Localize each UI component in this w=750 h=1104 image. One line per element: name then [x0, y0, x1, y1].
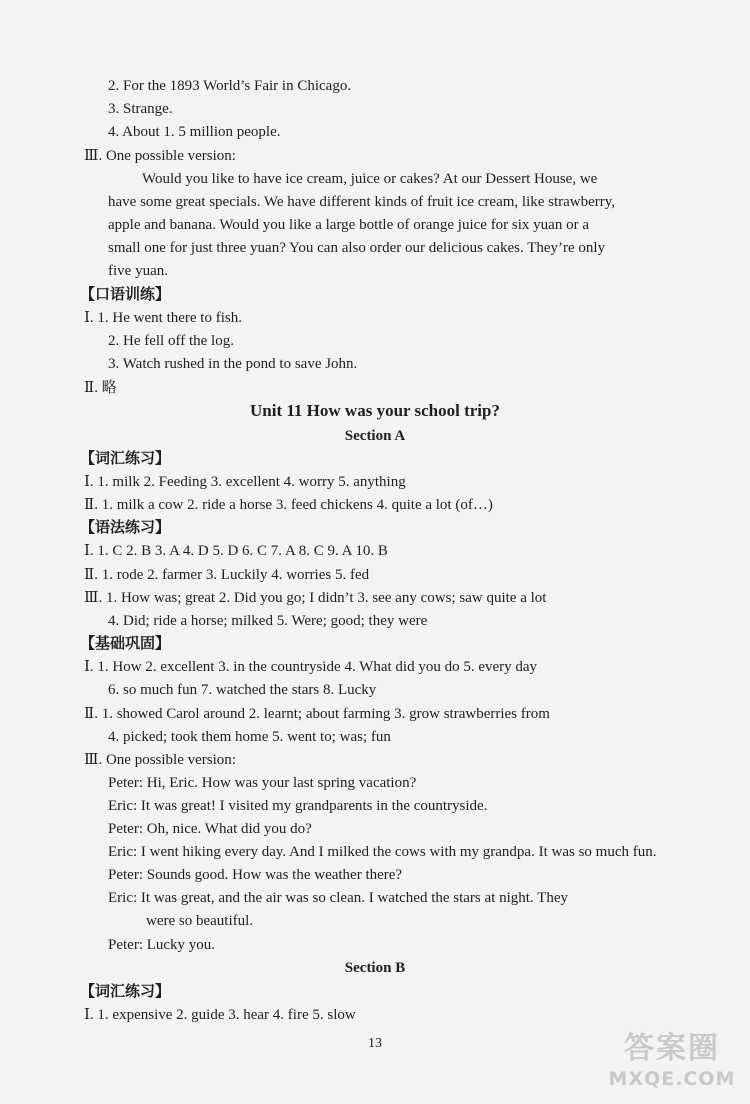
section-label: 【词汇练习】	[80, 984, 171, 1000]
text-line: Would you like to have ice cream, juice or cakes? At our Dessert House, we	[142, 171, 598, 187]
text-line: Ⅰ. 1. He went there to fish.	[84, 310, 242, 326]
text-line: Ⅲ. 1. How was; great 2. Did you go; I didn’t 3. see any cows; saw quite a lot	[84, 590, 547, 606]
text-line: Ⅰ. 1. How 2. excellent 3. in the countryside 4. What did you do 5. every day	[84, 659, 538, 675]
text-line: Ⅱ. 1. showed Carol around 2. learnt; about farming 3. grow strawberries from	[84, 706, 550, 722]
text-line: apple and banana. Would you like a large bottle of orange juice for six yuan or a	[108, 217, 589, 233]
watermark-line2: MXQE.COM	[608, 1068, 736, 1090]
text-line: 3. Watch rushed in the pond to save John.	[108, 356, 358, 372]
text-line: 2. He fell off the log.	[108, 333, 234, 349]
text-line: 2. For the 1893 World’s Fair in Chicago.	[108, 78, 352, 94]
text-line: Ⅰ. 1. C 2. B 3. A 4. D 5. D 6. C 7. A 8. C 9. A 10. B	[84, 543, 388, 559]
text-line: 6. so much fun 7. watched the stars 8. Lucky	[108, 682, 377, 698]
section-label: 【基础巩固】	[80, 636, 171, 652]
section-a-heading: Section A	[344, 428, 406, 444]
text-line: Ⅲ. One possible version:	[84, 148, 236, 164]
text-line: Peter: Oh, nice. What did you do?	[108, 821, 312, 837]
section-label: 【词汇练习】	[80, 451, 171, 467]
text-line: Peter: Sounds good. How was the weather there?	[108, 867, 403, 883]
text-line: have some great specials. We have different kinds of fruit ice cream, like strawberry,	[108, 194, 616, 210]
text-line: small one for just three yuan? You can also order our delicious cakes. They’re only	[108, 240, 606, 256]
text-line: Peter: Hi, Eric. How was your last spring vacation?	[108, 775, 417, 791]
watermark-logo	[602, 1031, 742, 1100]
text-line: Eric: It was great! I visited my grandparents in the countryside.	[108, 798, 488, 814]
text-line: Ⅱ. 略	[84, 380, 117, 396]
text-line: Ⅱ. 1. rode 2. farmer 3. Luckily 4. worries 5. fed	[84, 567, 370, 583]
section-b-heading: Section B	[344, 960, 406, 976]
text-line: Ⅰ. 1. milk 2. Feeding 3. excellent 4. worry 5. anything	[84, 474, 406, 490]
unit-title: Unit 11 How was your school trip?	[250, 401, 500, 420]
text-line: 4. picked; took them home 5. went to; was; fun	[108, 729, 391, 745]
section-label: 【语法练习】	[80, 520, 171, 536]
text-line: Ⅱ. 1. milk a cow 2. ride a horse 3. feed chickens 4. quite a lot (of…)	[84, 497, 493, 513]
text-line: Peter: Lucky you.	[108, 937, 216, 953]
text-line: Eric: I went hiking every day. And I milked the cows with my grandpa. It was so much fun.	[108, 844, 657, 860]
text-line: were so beautiful.	[146, 913, 254, 929]
text-line: 4. Did; ride a horse; milked 5. Were; good; they were	[108, 613, 428, 629]
text-line: Ⅲ. One possible version:	[84, 752, 236, 768]
page-number: 13	[368, 1036, 382, 1051]
text-line: 3. Strange.	[108, 101, 173, 117]
text-line: Eric: It was great, and the air was so clean. I watched the stars at night. They	[108, 890, 568, 906]
text-line: Ⅰ. 1. expensive 2. guide 3. hear 4. fire 5. slow	[84, 1007, 356, 1023]
text-line: five yuan.	[108, 263, 168, 279]
section-label: 【口语训练】	[80, 287, 171, 303]
watermark-line1: 答案圈	[624, 1031, 720, 1066]
text-line: 4. About 1. 5 million people.	[108, 124, 281, 140]
